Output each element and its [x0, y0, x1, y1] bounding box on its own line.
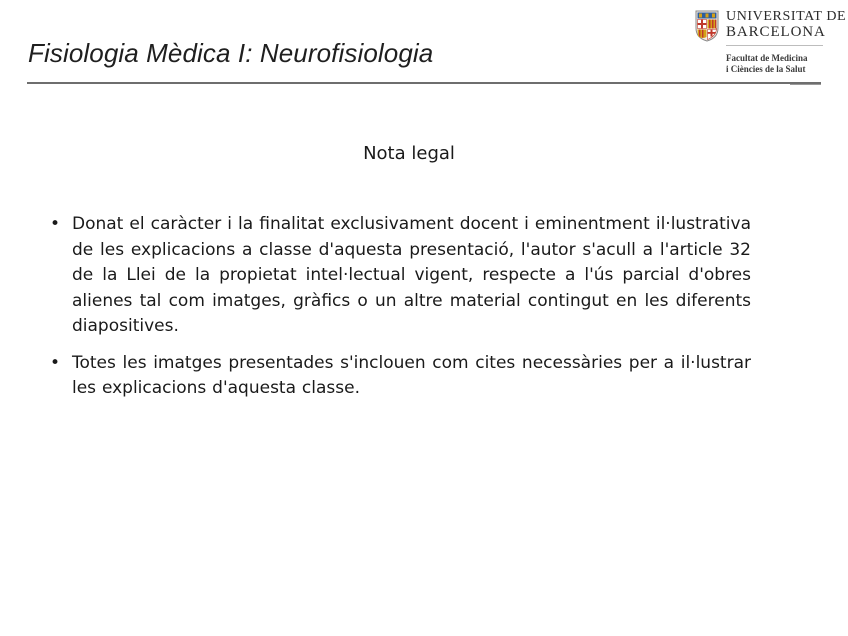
logo-faculty-line-1: Facultat de Medicina — [726, 53, 808, 63]
logo-university-text: UNIVERSITAT DE — [726, 9, 847, 24]
bullet-list — [48, 212, 751, 413]
ub-shield-icon — [695, 10, 719, 42]
bullet-item — [48, 351, 751, 402]
bullet-text: Donat el caràcter i la finalitat exclusivament docent i eminentment il·lustrativa de les explicacions a classe d'aquesta presentació, l'autor s'acull a l'article 32 de la Llei de la propietat intel·lectual vigent, respecte a l'ús parcial d'obres alienes tal com imatges, gràfics o un altre material contingut en les diferents diapositives. — [72, 214, 751, 336]
header-divider-accent — [790, 84, 821, 85]
header-divider — [27, 82, 821, 84]
logo-city-text: BARCELONA — [726, 24, 826, 40]
bullet-dot-icon: • — [50, 352, 61, 373]
university-logo — [695, 8, 847, 78]
slide-title: Nota legal — [363, 143, 455, 164]
bullet-text: Totes les imatges presentades s'inclouen com cites necessàries per a il·lustrar les explicacions d'aquesta classe. — [72, 352, 751, 398]
logo-faculty-line-2: i Ciències de la Salut — [726, 64, 806, 74]
bullet-dot-icon: • — [50, 214, 61, 234]
slide-header — [0, 0, 848, 86]
course-title: Fisiologia Mèdica I: Neurofisiologia — [28, 38, 434, 68]
logo-divider — [726, 45, 823, 46]
bullet-item — [48, 212, 751, 340]
